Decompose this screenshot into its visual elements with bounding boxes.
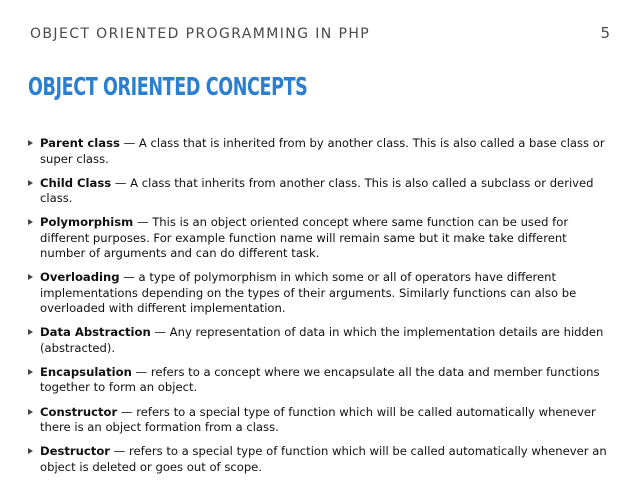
bullet-parent-class [28,136,612,167]
bullet-term: Destructor [40,444,110,459]
triangle-bullet-icon [28,140,33,146]
slide-title: OBJECT ORIENTED CONCEPTS [28,72,308,101]
bullet-destructor [28,444,612,475]
bullet-term: Data Abstraction [40,325,151,340]
concept-list [28,136,612,484]
triangle-bullet-icon [28,448,33,454]
triangle-bullet-icon [28,274,33,280]
bullet-overloading [28,270,612,317]
triangle-bullet-icon [28,180,33,186]
bullet-term: Child Class [40,175,112,190]
bullet-text: — This is an object oriented concept where same function can be used for different purposes. For example function name will remain same but it make take different number of arguments and can do different task. [40,215,569,261]
bullet-data-abstraction [28,325,612,356]
bullet-polymorphism [28,215,612,262]
triangle-bullet-icon [28,219,33,225]
triangle-bullet-icon [28,409,33,415]
triangle-bullet-icon [28,369,33,375]
page-number: 5 [600,24,610,42]
bullet-text: — refers to a special type of function which will be called automatically whenever there is an object formation from a class. [40,404,596,435]
bullet-term: Polymorphism [40,215,134,230]
bullet-text: — Any representation of data in which the implementation details are hidden (abstracted). [40,325,604,355]
bullet-term: Parent class [40,136,120,150]
bullet-text: — A class that inherits from another class. This is also called a subclass or derived class. [40,175,594,206]
bullet-text: — a type of polymorphism in which some or all of operators have different implementations depending on the types of their arguments. Similarly functions can also be overloaded with different implementation. [40,270,577,316]
triangle-bullet-icon [28,329,33,335]
bullet-encapsulation [28,365,612,396]
bullet-constructor [28,405,612,436]
bullet-text: — refers to a concept where we encapsulate all the data and member functions together to form an object. [40,364,600,395]
bullet-term: Encapsulation [40,364,132,379]
bullet-term: Overloading [40,270,120,285]
course-header: OBJECT ORIENTED PROGRAMMING IN PHP [30,26,371,42]
bullet-text: — A class that is inherited from by another class. This is also called a base class or super class. [40,136,605,166]
bullet-term: Constructor [40,404,118,419]
bullet-text: — refers to a special type of function which will be called automatically whenever an object is deleted or goes out of scope. [40,444,607,474]
bullet-child-class [28,176,612,207]
